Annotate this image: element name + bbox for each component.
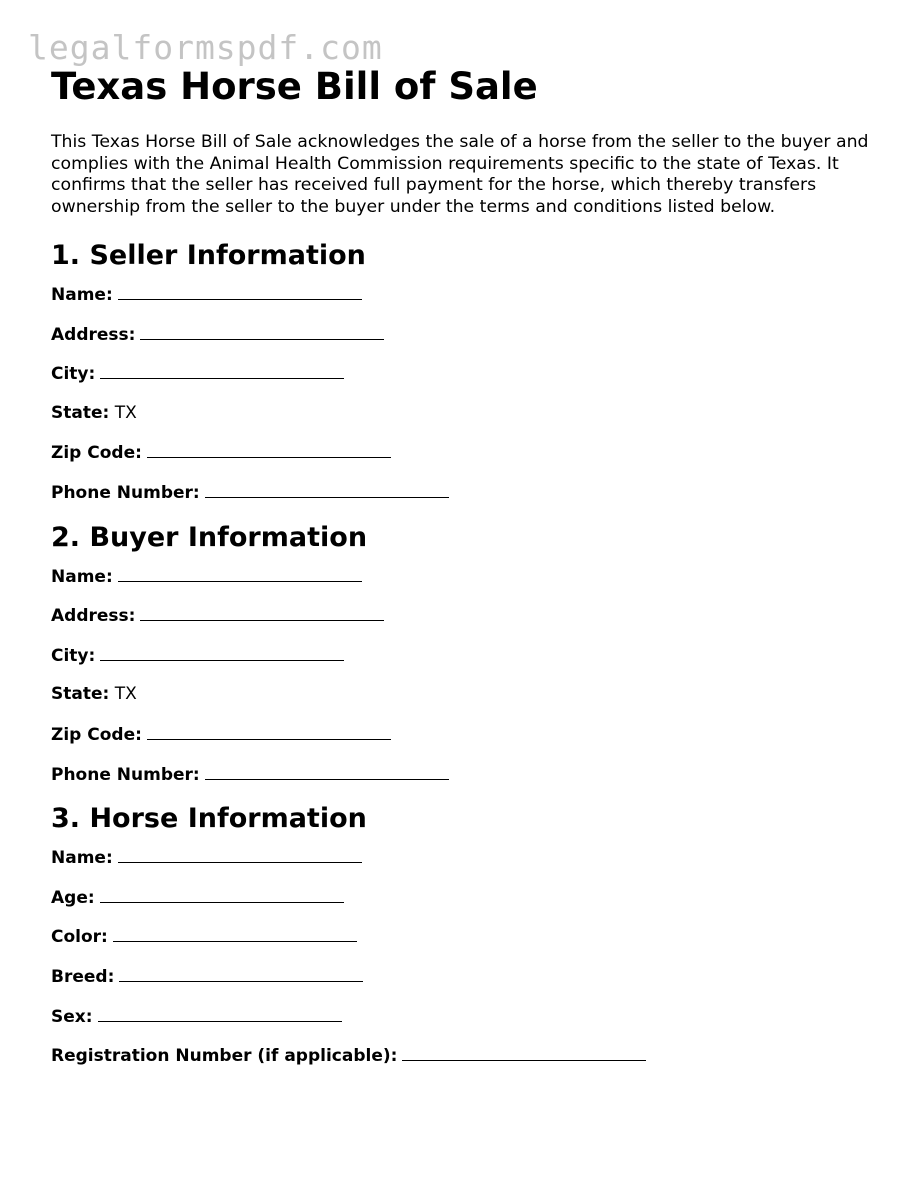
seller-city-input[interactable] bbox=[100, 363, 344, 379]
horse-age-field bbox=[51, 887, 881, 908]
seller-state-label: State: bbox=[51, 402, 110, 423]
horse-color-field bbox=[51, 926, 881, 947]
seller-name-field bbox=[51, 284, 881, 305]
horse-name-label: Name: bbox=[51, 848, 113, 869]
seller-name-input[interactable] bbox=[118, 284, 362, 300]
horse-registration-input[interactable] bbox=[402, 1045, 646, 1061]
horse-breed-input[interactable] bbox=[119, 966, 363, 982]
buyer-address-label: Address: bbox=[51, 606, 136, 627]
seller-state-field bbox=[51, 403, 881, 424]
buyer-city-label: City: bbox=[51, 645, 96, 666]
seller-fields bbox=[51, 284, 881, 503]
seller-address-field bbox=[51, 324, 881, 345]
horse-fields bbox=[51, 847, 881, 1066]
intro-paragraph: This Texas Horse Bill of Sale acknowledges the sale of a horse from the seller to the buyer and complies with the Animal Health Commission requirements specific to the state of Texas. It confirms that the seller has received full payment for the horse, which thereby transfers ownership from the seller to the buyer under the terms and conditions listed below. bbox=[51, 132, 869, 217]
seller-address-label: Address: bbox=[51, 324, 136, 345]
horse-breed-field bbox=[51, 966, 881, 987]
horse-sex-input[interactable] bbox=[98, 1006, 342, 1022]
horse-breed-label: Breed: bbox=[51, 966, 115, 987]
page-title: Texas Horse Bill of Sale bbox=[51, 65, 538, 108]
seller-phone-field bbox=[51, 482, 881, 503]
buyer-city-field bbox=[51, 645, 881, 666]
buyer-state-value: TX bbox=[114, 684, 137, 705]
buyer-zip-label: Zip Code: bbox=[51, 724, 142, 745]
buyer-name-label: Name: bbox=[51, 566, 113, 587]
buyer-name-field bbox=[51, 566, 881, 587]
horse-section-heading: 3. Horse Information bbox=[51, 803, 367, 835]
seller-city-label: City: bbox=[51, 364, 96, 385]
watermark: legalformspdf.com bbox=[28, 28, 383, 67]
seller-section-heading: 1. Seller Information bbox=[51, 240, 366, 271]
seller-city-field bbox=[51, 363, 881, 384]
buyer-section-heading: 2. Buyer Information bbox=[51, 521, 368, 553]
seller-zip-field bbox=[51, 442, 881, 463]
buyer-state-field bbox=[51, 684, 881, 705]
horse-color-label: Color: bbox=[51, 927, 108, 948]
buyer-fields bbox=[51, 566, 881, 785]
horse-registration-label: Registration Number (if applicable): bbox=[51, 1046, 398, 1067]
seller-phone-label: Phone Number: bbox=[51, 482, 200, 503]
seller-address-input[interactable] bbox=[140, 324, 384, 340]
horse-age-input[interactable] bbox=[100, 887, 344, 903]
horse-color-input[interactable] bbox=[113, 926, 357, 942]
horse-name-field bbox=[51, 847, 881, 868]
buyer-address-field bbox=[51, 605, 881, 626]
seller-zip-input[interactable] bbox=[147, 442, 391, 458]
buyer-zip-field bbox=[51, 724, 881, 745]
buyer-address-input[interactable] bbox=[140, 605, 384, 621]
horse-sex-field bbox=[51, 1006, 881, 1027]
seller-phone-input[interactable] bbox=[205, 482, 449, 498]
buyer-phone-field bbox=[51, 764, 881, 785]
buyer-phone-label: Phone Number: bbox=[51, 764, 200, 785]
seller-zip-label: Zip Code: bbox=[51, 443, 142, 464]
buyer-city-input[interactable] bbox=[100, 645, 344, 661]
buyer-name-input[interactable] bbox=[118, 566, 362, 582]
buyer-zip-input[interactable] bbox=[147, 724, 391, 740]
horse-age-label: Age: bbox=[51, 887, 95, 908]
buyer-phone-input[interactable] bbox=[205, 764, 449, 780]
horse-registration-field bbox=[51, 1045, 881, 1066]
horse-name-input[interactable] bbox=[118, 847, 362, 863]
document-page bbox=[51, 64, 881, 1085]
horse-sex-label: Sex: bbox=[51, 1006, 93, 1027]
seller-name-label: Name: bbox=[51, 285, 113, 305]
buyer-state-label: State: bbox=[51, 684, 110, 705]
seller-state-value: TX bbox=[114, 402, 137, 423]
